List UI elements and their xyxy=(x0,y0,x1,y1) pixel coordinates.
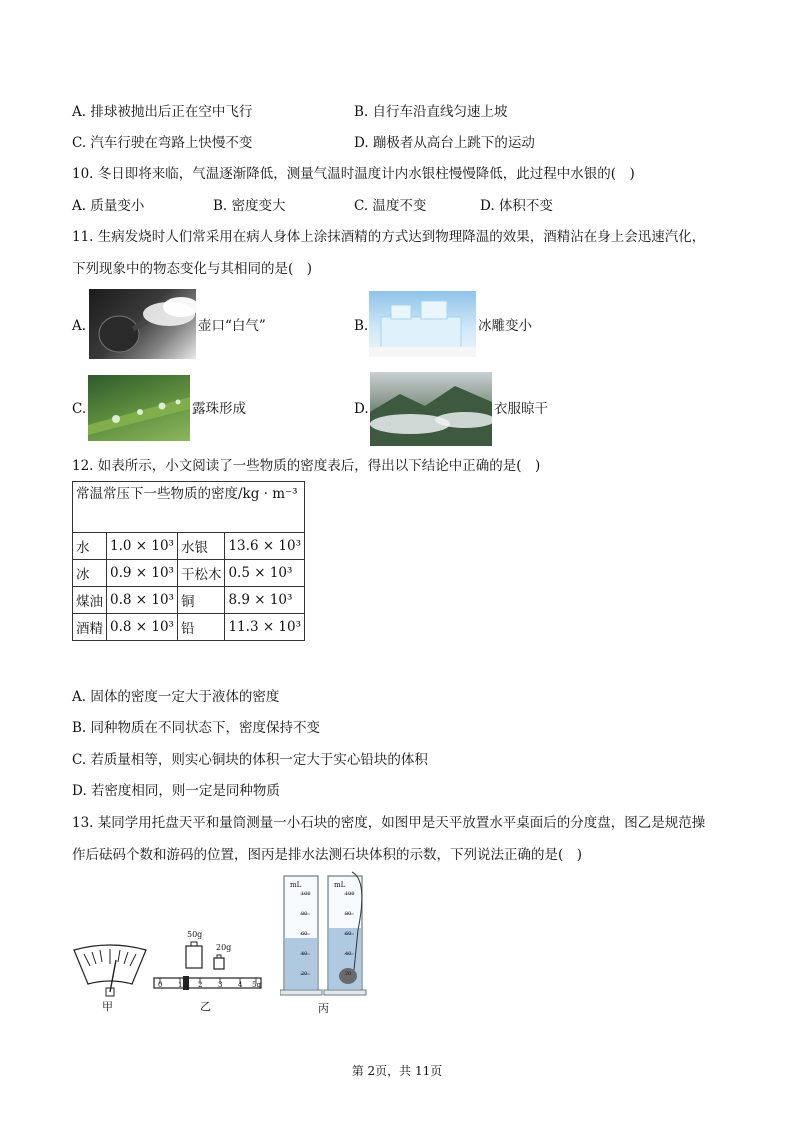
weight-50g-label: 50g xyxy=(187,930,203,939)
cyl1-unit: mL xyxy=(290,881,302,889)
table-row xyxy=(73,614,305,641)
q11-stem-line2: 下列现象中的物态变化与其相同的是( ) xyxy=(72,261,313,277)
q11-option-c-text: 露珠形成 xyxy=(192,401,246,417)
water-level-1 xyxy=(285,938,317,989)
table-cell: 铜 xyxy=(177,587,225,614)
table-cell: 冰 xyxy=(73,560,107,587)
table-cell: 13.6 × 10³ xyxy=(225,533,305,560)
weight-50g xyxy=(186,946,202,968)
cyl2-tick-40: 40 xyxy=(345,951,352,957)
dewdrops-photo xyxy=(88,375,190,441)
weight-20g xyxy=(214,958,224,969)
ruler-label-2: 2 xyxy=(198,981,203,989)
table-cell: 0.9 × 10³ xyxy=(107,560,178,587)
cyl2-unit: mL xyxy=(334,881,346,889)
page-footer: 第 2页，共 11页 xyxy=(351,1064,443,1078)
mountain-fog-photo xyxy=(370,372,492,446)
table-cell: 0.8 × 10³ xyxy=(107,614,178,641)
q11-stem-line1: 11. 生病发烧时人们常采用在病人身体上涂抹酒精的方式达到物理降温的效果，酒精沾在身上会迅速汽化， xyxy=(72,229,706,245)
q10-stem: 10. 冬日即将来临，气温逐渐降低，测量气温时温度计内水银柱慢慢降低，此过程中水银的( ) xyxy=(72,166,635,182)
weights-ruler-figure xyxy=(150,938,265,998)
ruler-label-5g: 5g xyxy=(252,981,261,989)
q9-option-c: C. 汽车行驶在弯路上快慢不变 xyxy=(72,135,253,151)
q9-option-a: A. 排球被抛出后正在空中飞行 xyxy=(72,104,253,120)
fig-label-bing: 丙 xyxy=(318,1002,329,1015)
q12-option-a: A. 固体的密度一定大于液体的密度 xyxy=(72,689,280,705)
pointer-needle xyxy=(110,960,116,992)
q10-option-a: A. 质量变小 xyxy=(72,198,145,214)
cyl1-tick-60: 60 xyxy=(301,931,308,937)
graduated-cylinders-figure xyxy=(280,870,370,1000)
table-cell: 0.8 × 10³ xyxy=(107,587,178,614)
q12-option-d: D. 若密度相同，则一定是同种物质 xyxy=(72,783,280,799)
q12-stem: 12. 如表所示，小文阅读了一些物质的密度表后，得出以下结论中正确的是( ) xyxy=(72,458,541,474)
q11-option-a-text: 壶口“白气” xyxy=(198,318,266,334)
cyl1-tick-100: 100 xyxy=(301,891,311,897)
q10-option-c: C. 温度不变 xyxy=(354,198,427,214)
cyl2-tick-20: 20 xyxy=(345,971,352,977)
table-cell: 1.0 × 10³ xyxy=(107,533,178,560)
cyl1-tick-40: 40 xyxy=(301,951,308,957)
q10-option-d: D. 体积不变 xyxy=(480,198,553,214)
density-table xyxy=(72,481,305,641)
q13-stem-line1: 13. 某同学用托盘天平和量筒测量一小石块的密度，如图甲是天平放置水平桌面后的分度盘，图乙是规范操 xyxy=(72,815,706,831)
q9-option-b: B. 自行车沿直线匀速上坡 xyxy=(354,104,508,120)
q10-option-b: B. 密度变大 xyxy=(213,198,286,214)
table-header: 常温常压下一些物质的密度/kg · m⁻³ xyxy=(73,482,305,533)
table-cell: 酒精 xyxy=(73,614,107,641)
table-cell: 干松木 xyxy=(177,560,225,587)
fig-label-yi: 乙 xyxy=(200,1000,211,1013)
q12-option-b: B. 同种物质在不同状态下，密度保持不变 xyxy=(72,720,321,736)
ice-sculpture-photo xyxy=(369,291,476,357)
table-row xyxy=(73,587,305,614)
table-cell: 水 xyxy=(73,533,107,560)
table-row xyxy=(73,533,305,560)
q12-option-c: C. 若质量相等，则实心铜块的体积一定大于实心铅块的体积 xyxy=(72,752,428,768)
cyl1-tick-20: 20 xyxy=(301,971,308,977)
kettle-steam-photo xyxy=(89,289,196,359)
cyl1-tick-80: 80 xyxy=(301,911,308,917)
cyl2-tick-100: 100 xyxy=(345,891,355,897)
q11-option-b-text: 冰雕变小 xyxy=(478,318,532,334)
balance-dial-figure xyxy=(70,940,150,1000)
weight-20g-label: 20g xyxy=(216,943,232,952)
table-cell: 0.5 × 10³ xyxy=(225,560,305,587)
q11-option-c-letter: C. xyxy=(72,401,87,417)
q11-option-a-letter: A. xyxy=(72,318,87,334)
table-cell: 水银 xyxy=(177,533,225,560)
ruler-label-1: 1 xyxy=(178,981,183,989)
table-cell: 铅 xyxy=(177,614,225,641)
table-cell: 8.9 × 10³ xyxy=(225,587,305,614)
ruler-label-4: 4 xyxy=(238,981,243,989)
ruler-label-3: 3 xyxy=(218,981,223,989)
q11-option-d-letter: D. xyxy=(354,401,369,417)
table-cell: 煤油 xyxy=(73,587,107,614)
q11-option-d-text: 衣服晾干 xyxy=(494,401,548,417)
cyl2-tick-80: 80 xyxy=(345,911,352,917)
ruler-label-0: 0 xyxy=(158,981,163,989)
q9-option-d: D. 蹦极者从高台上跳下的运动 xyxy=(354,135,535,151)
q11-option-b-letter: B. xyxy=(354,318,369,334)
q13-stem-line2: 作后砝码个数和游码的位置，图丙是排水法测石块体积的示数，下列说法正确的是( ) xyxy=(72,847,583,863)
table-cell: 11.3 × 10³ xyxy=(225,614,305,641)
cyl2-tick-60: 60 xyxy=(345,931,352,937)
fig-label-jia: 甲 xyxy=(102,1000,113,1013)
rider xyxy=(183,976,189,990)
table-row xyxy=(73,560,305,587)
